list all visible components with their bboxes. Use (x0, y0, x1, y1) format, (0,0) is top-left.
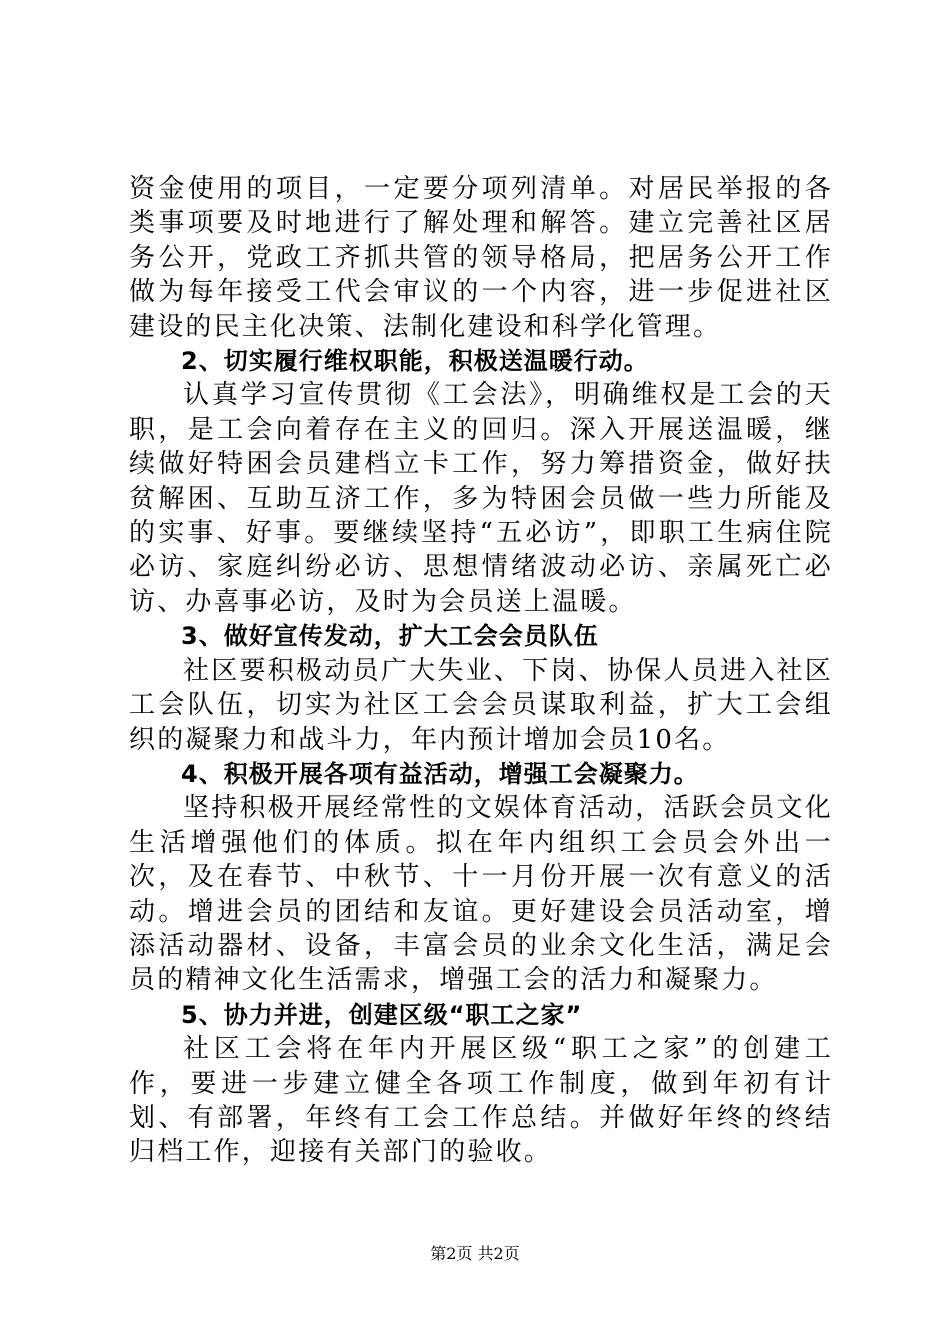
page-footer: 第2页 共2页 (430, 1244, 520, 1263)
paragraph-section-2: 认真学习宣传贯彻《工会法》，明确维权是工会的天职，是工会向着存在主义的回归。深入开展送温暖，继续做好特困会员建档立卡工作，努力筹措资金，做好扶贫解困、互助互济工作，多为特困会员做一些力所能及的实事、好事。要继续坚持“五必访”，即职工生病住院必访、家庭纠纷必访、思想情绪波动必访、亲属死亡必访、办喜事必访，及时为会员送上温暖。 (129, 380, 833, 617)
paragraph-section-3: 社区要积极动员广大失业、下岗、协保人员进入社区工会队伍，切实为社区工会会员谋取利益，扩大工会组织的凝聚力和战斗力，年内预计增加会员10名。 (129, 655, 833, 755)
document-body (129, 172, 833, 1170)
paragraph-section-4: 坚持积极开展经常性的文娱体育活动，活跃会员文化生活增强他们的体质。拟在年内组织工会员会外出一次，及在春节、中秋节、十一月份开展一次有意义的活动。增进会员的团结和友谊。更好建设会员活动室，增添活动器材、设备，丰富会员的业余文化生活，满足会员的精神文化生活需求，增强工会的活力和凝聚力。 (129, 793, 833, 996)
section-heading-4: 4、积极开展各项有益活动，增强工会凝聚力。 (181, 759, 699, 788)
paragraph-intro: 资金使用的项目，一定要分项列清单。对居民举报的各类事项要及时地进行了解处理和解答。建立完善社区居务公开，党政工齐抓共管的领导格局，把居务公开工作做为每年接受工代会审议的一个内容，进一步促进社区建设的民主化决策、法制化建设和科学化管理。 (129, 174, 833, 342)
section-heading-2: 2、切实履行维权职能，积极送温暖行动。 (181, 347, 649, 376)
paragraph-section-5: 社区工会将在年内开展区级“职工之家”的创建工作，要进一步建立健全各项工作制度，做到年初有计划、有部署，年终有工会工作总结。并做好年终的终结归档工作，迎接有关部门的验收。 (129, 1034, 833, 1168)
section-heading-5: 5、协力并进，创建区级“职工之家” (181, 1000, 583, 1029)
section-heading-3: 3、做好宣传发动，扩大工会会员队伍 (181, 622, 599, 651)
